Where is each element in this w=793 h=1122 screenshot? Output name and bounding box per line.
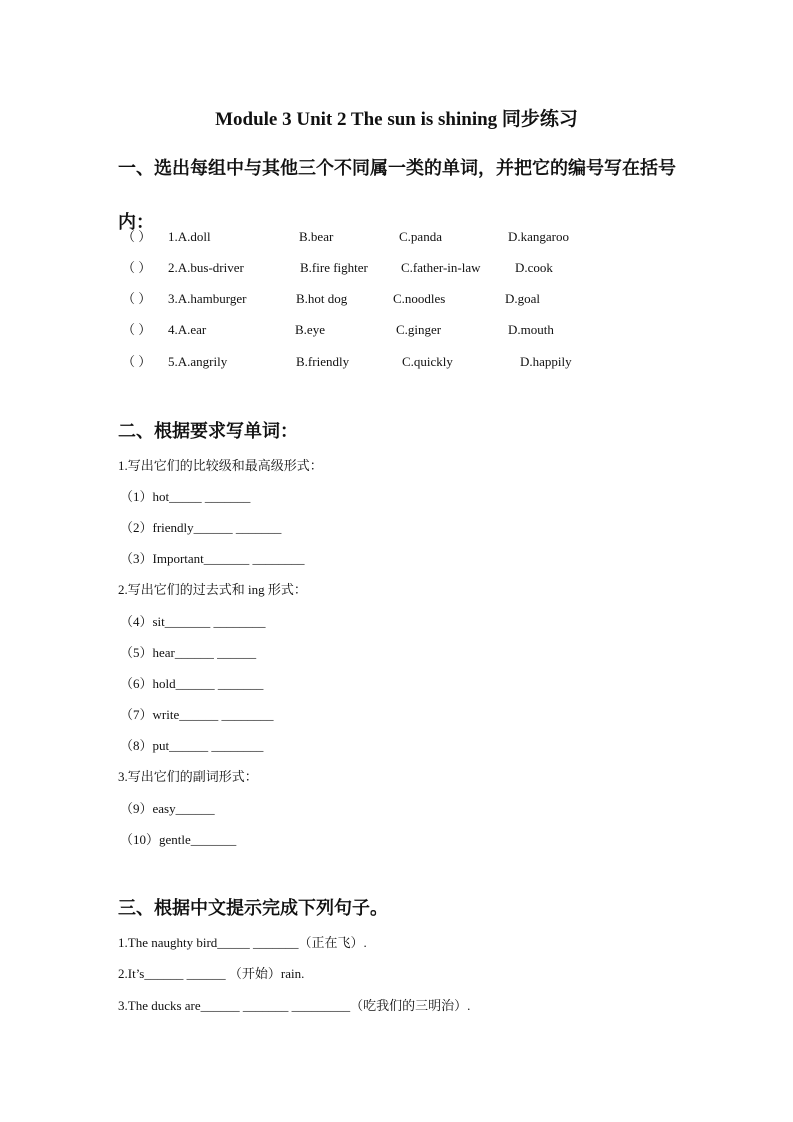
sentence-3: 3.The ducks are______ _______ _________（吃我们的三明治）.: [118, 998, 471, 1013]
question-row-2: [122, 258, 682, 278]
question-row-1: [122, 227, 682, 247]
exercise-item-7: （7）write______ ________: [120, 707, 274, 722]
section2-heading: 二、根据要求写单词：: [118, 421, 298, 442]
option-a: 3.A.hamburger: [168, 291, 247, 306]
option-c: C.noodles: [393, 291, 446, 306]
option-a: 5.A.angrily: [168, 354, 228, 369]
answer-blank: （ ）: [122, 260, 152, 275]
option-b: B.bear: [299, 229, 334, 244]
exercise-item-4: （4）sit_______ ________: [120, 614, 266, 629]
answer-blank: （ ）: [122, 322, 152, 337]
exercise-item-8: （8）put______ ________: [120, 738, 264, 753]
answer-blank: （ ）: [122, 229, 152, 244]
option-c: C.quickly: [402, 354, 453, 369]
exercise-item-10: （10）gentle_______: [120, 832, 237, 847]
exercise-item-6: （6）hold______ _______: [120, 676, 264, 691]
exercise-item-2: （2）friendly______ _______: [120, 520, 282, 535]
option-b: B.eye: [295, 322, 325, 337]
option-c: C.ginger: [396, 322, 442, 337]
option-d: D.mouth: [508, 322, 554, 337]
option-b: B.friendly: [296, 354, 350, 369]
section1-heading: 一、选出每组中与其他三个不同属一类的单词，并把它的编号写在括号内：: [118, 158, 676, 233]
part3-instruction: 3.写出它们的副词形式：: [118, 769, 258, 784]
option-b: B.fire fighter: [300, 260, 368, 275]
option-c: C.father-in-law: [401, 260, 481, 275]
question-row-5: [122, 352, 682, 372]
option-c: C.panda: [399, 229, 442, 244]
option-b: B.hot dog: [296, 291, 348, 306]
option-a: 1.A.doll: [168, 229, 211, 244]
answer-blank: （ ）: [122, 291, 152, 306]
option-a: 2.A.bus-driver: [168, 260, 244, 275]
question-row-3: [122, 289, 682, 309]
exercise-item-9: （9）easy______: [120, 801, 215, 816]
option-d: D.happily: [520, 354, 572, 369]
option-d: D.goal: [505, 291, 541, 306]
option-d: D.cook: [515, 260, 553, 275]
answer-blank: （ ）: [122, 354, 152, 369]
sentence-1: 1.The naughty bird_____ _______（正在飞）.: [118, 935, 367, 950]
section3-heading: 三、根据中文提示完成下列句子。: [118, 898, 388, 919]
part1-instruction: 1.写出它们的比较级和最高级形式：: [118, 458, 323, 473]
part2-instruction: 2.写出它们的过去式和 ing 形式：: [118, 582, 307, 597]
exercise-item-5: （5）hear______ ______: [120, 645, 257, 660]
page-title: Module 3 Unit 2 The sun is shining 同步练习: [215, 109, 578, 130]
exercise-item-3: （3）Important_______ ________: [120, 551, 305, 566]
option-a: 4.A.ear: [168, 322, 207, 337]
exercise-item-1: （1）hot_____ _______: [120, 489, 251, 504]
question-row-4: [122, 320, 682, 340]
sentence-2: 2.It’s______ ______ （开始）rain.: [118, 966, 305, 981]
option-d: D.kangaroo: [508, 229, 570, 244]
